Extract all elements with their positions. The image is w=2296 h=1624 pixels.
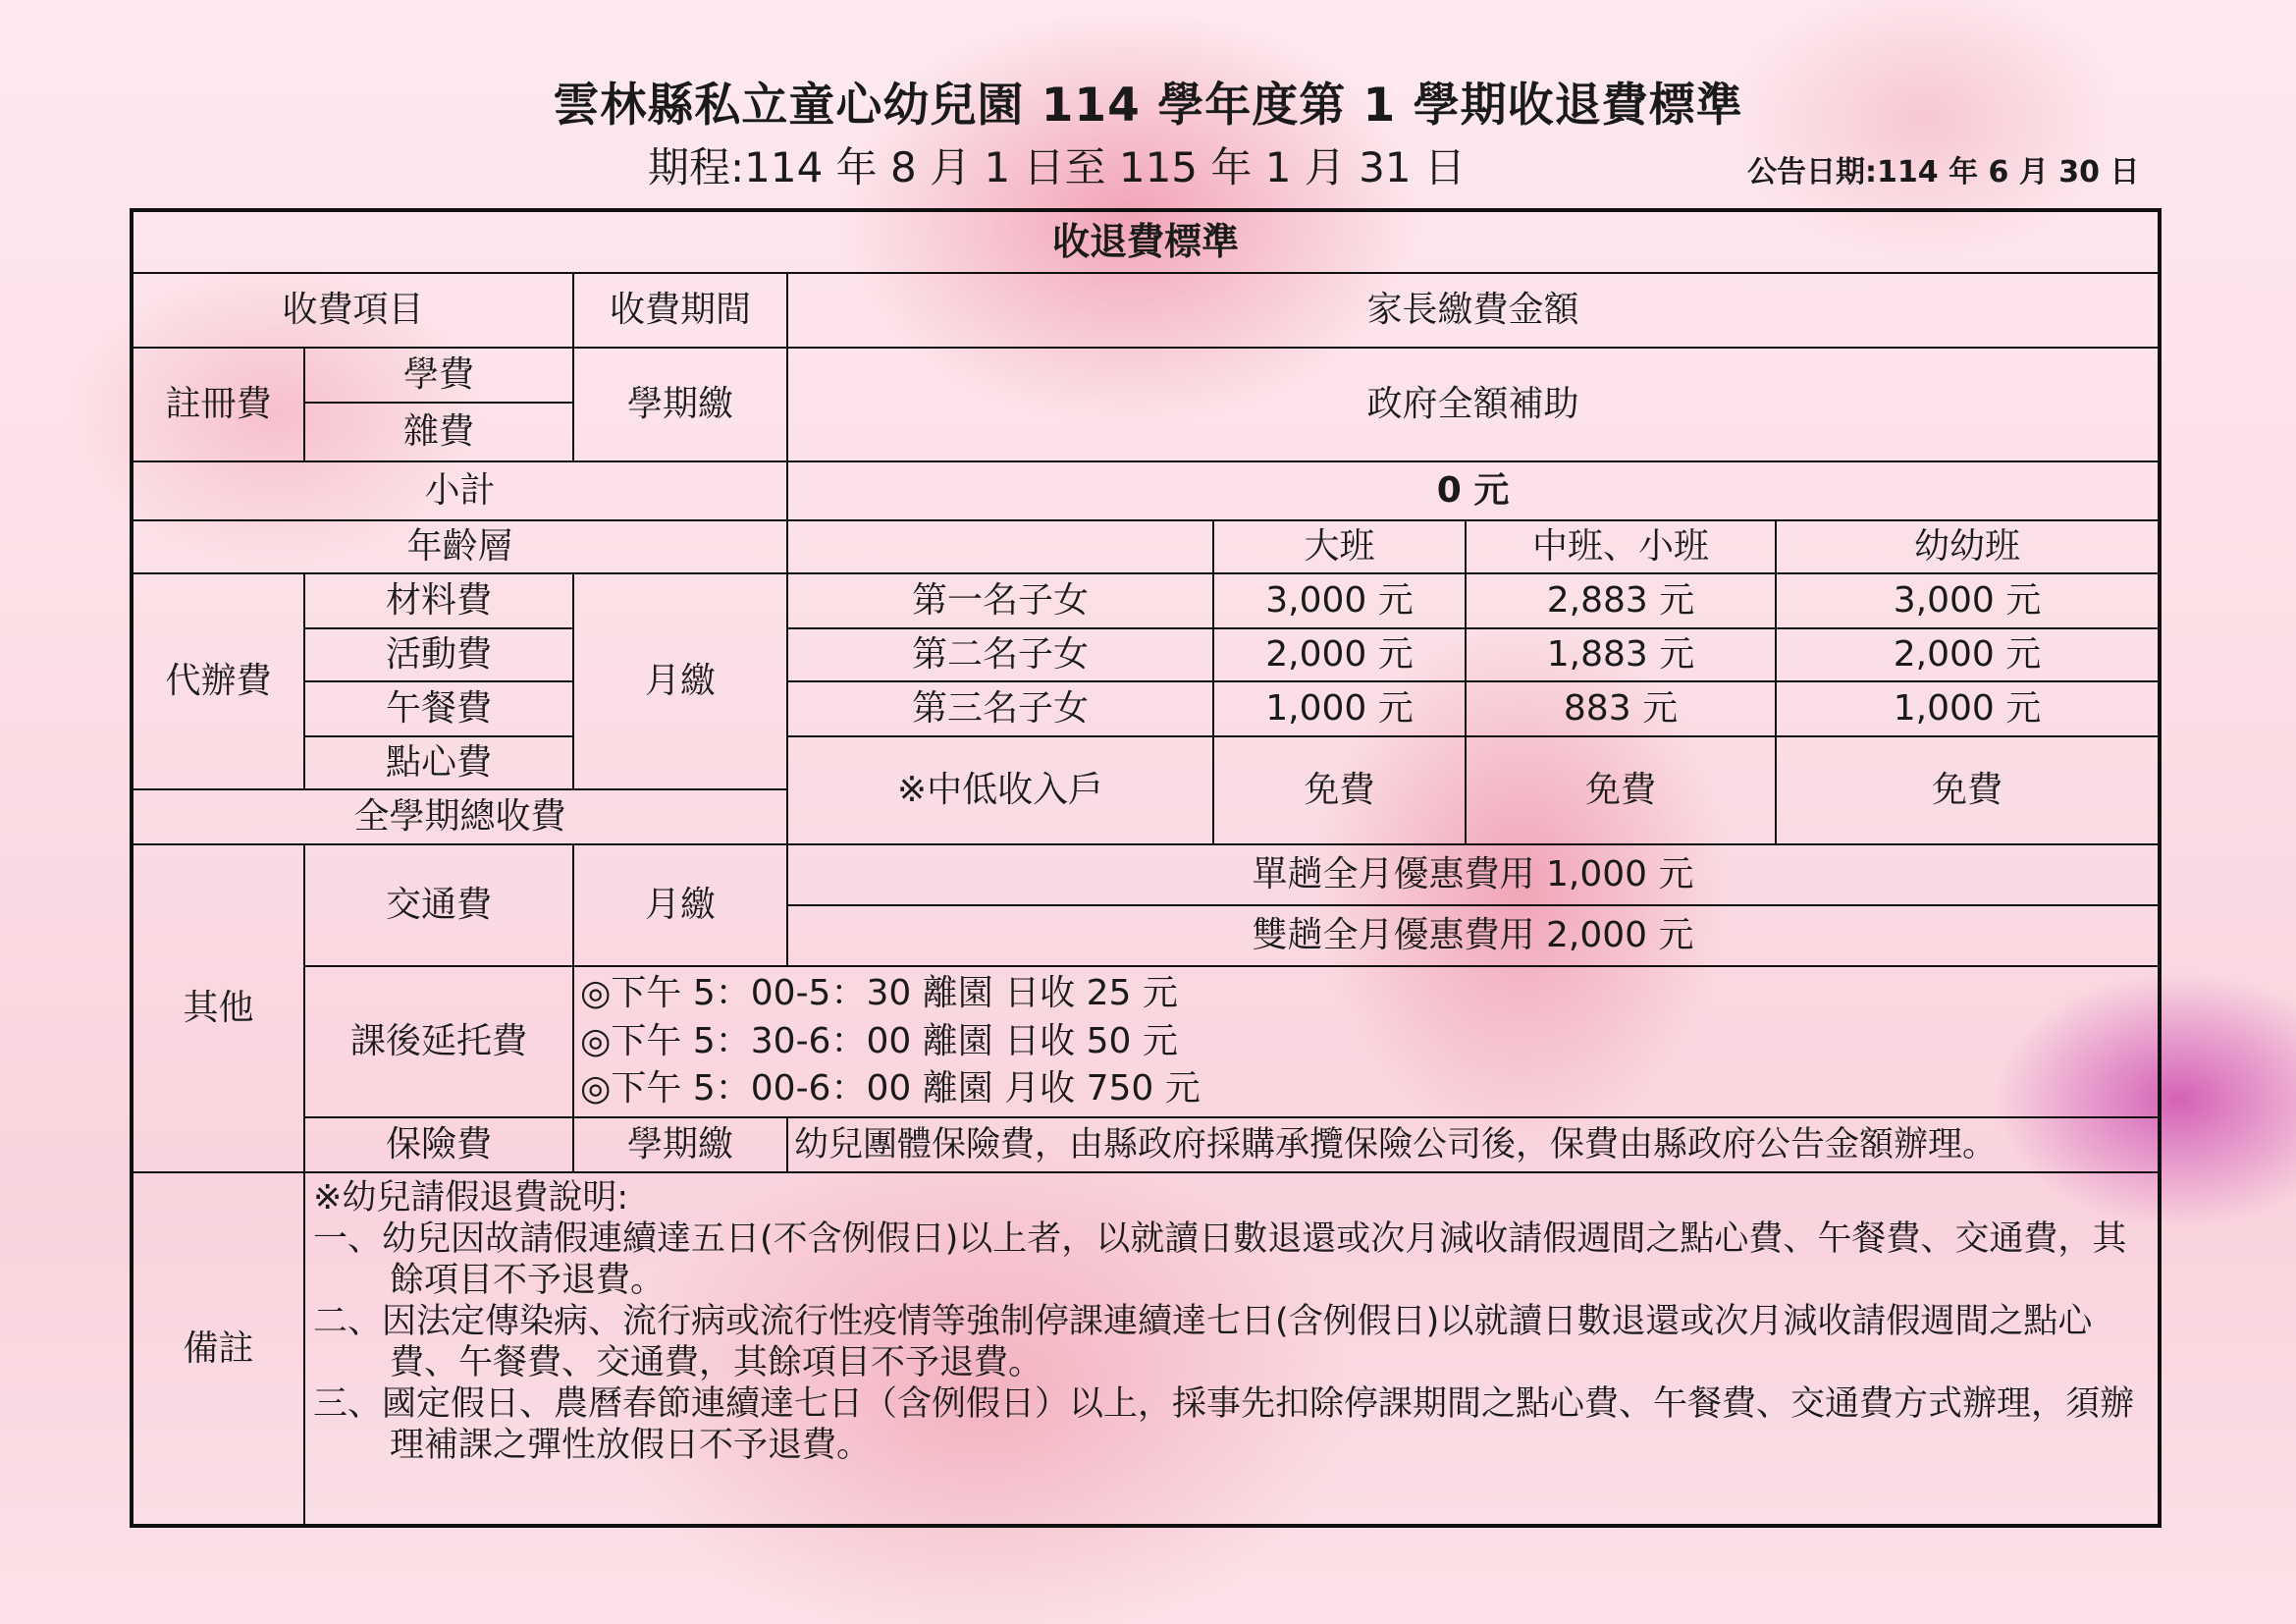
registration-label: 註冊費 bbox=[132, 348, 304, 461]
agency-item-snack: 點心費 bbox=[304, 736, 573, 789]
header-item: 收費項目 bbox=[132, 273, 573, 348]
subtotal-value: 0 元 bbox=[787, 461, 2160, 520]
transport-period: 月繳 bbox=[573, 844, 787, 966]
child-2-big: 2,000 元 bbox=[1213, 628, 1466, 681]
child-2-label: 第二名子女 bbox=[787, 628, 1213, 681]
notes-content bbox=[304, 1172, 2160, 1526]
header-period: 收費期間 bbox=[573, 273, 787, 348]
age-big: 大班 bbox=[1213, 520, 1466, 573]
notes-label: 備註 bbox=[132, 1172, 304, 1526]
notes-item-1: 一、幼兒因故請假連續達五日(不含例假日)以上者，以就讀日數退還或次月減收請假週間之點心費、午餐費、交通費，其餘項目不予退費。 bbox=[313, 1219, 2127, 1300]
registration-amount: 政府全額補助 bbox=[787, 348, 2160, 461]
registration-period: 學期繳 bbox=[573, 348, 787, 461]
child-3-mid: 883 元 bbox=[1466, 681, 1776, 736]
agency-period: 月繳 bbox=[573, 573, 787, 789]
aftercare-line-3: ◎下午 5：00-6：00 離園 月收 750 元 bbox=[580, 1068, 1201, 1110]
period-text: 期程:114 年 8 月 1 日至 115 年 1 月 31 日 bbox=[648, 143, 1466, 191]
insurance-text: 幼兒團體保險費，由縣政府採購承攬保險公司後，保費由縣政府公告金額辦理。 bbox=[787, 1117, 2160, 1172]
agency-label: 代辦費 bbox=[132, 573, 304, 789]
notes-item-3: 三、國定假日、農曆春節連續達七日（含例假日）以上，採事先扣除停課期間之點心費、午餐費、交通費方式辦理，須辦理補課之彈性放假日不予退費。 bbox=[313, 1384, 2135, 1465]
page-title: 雲林縣私立童心幼兒園 114 學年度第 1 學期收退費標準 bbox=[553, 79, 1743, 133]
age-mid-small: 中班、小班 bbox=[1466, 520, 1776, 573]
age-toddler: 幼幼班 bbox=[1776, 520, 2160, 573]
aftercare-label: 課後延托費 bbox=[304, 966, 573, 1117]
misc-label: 雜費 bbox=[304, 403, 573, 461]
child-3-big: 1,000 元 bbox=[1213, 681, 1466, 736]
header-amount: 家長繳費金額 bbox=[787, 273, 2160, 348]
transport-label: 交通費 bbox=[304, 844, 573, 966]
child-1-toddler: 3,000 元 bbox=[1776, 573, 2160, 628]
aftercare-line-2: ◎下午 5：30-6：00 離園 日收 50 元 bbox=[580, 1020, 1178, 1061]
age-label: 年齡層 bbox=[132, 520, 787, 573]
child-3-label: 第三名子女 bbox=[787, 681, 1213, 736]
lowincome-big: 免費 bbox=[1213, 736, 1466, 844]
child-1-label: 第一名子女 bbox=[787, 573, 1213, 628]
transport-single: 單趟全月優惠費用 1,000 元 bbox=[787, 844, 2160, 905]
semester-total-label: 全學期總收費 bbox=[132, 789, 787, 844]
child-2-mid: 1,883 元 bbox=[1466, 628, 1776, 681]
child-3-toddler: 1,000 元 bbox=[1776, 681, 2160, 736]
table-caption: 收退費標準 bbox=[132, 210, 2160, 273]
lowincome-toddler: 免費 bbox=[1776, 736, 2160, 844]
lowincome-mid: 免費 bbox=[1466, 736, 1776, 844]
announce-date: 公告日期:114 年 6 月 30 日 bbox=[1747, 155, 2140, 189]
notes-heading: ※幼兒請假退費說明: bbox=[313, 1178, 629, 1218]
agency-item-activity: 活動費 bbox=[304, 628, 573, 681]
lowincome-label: ※中低收入戶 bbox=[787, 736, 1213, 844]
age-blank bbox=[787, 520, 1213, 573]
fee-table bbox=[130, 208, 2162, 1528]
notes-item-2: 二、因法定傳染病、流行病或流行性疫情等強制停課連續達七日(含例假日)以就讀日數退還或次月減收請假週間之點心費、午餐費、交通費，其餘項目不予退費。 bbox=[313, 1302, 2093, 1382]
subtotal-label: 小計 bbox=[132, 461, 787, 520]
tuition-label: 學費 bbox=[304, 348, 573, 403]
child-1-big: 3,000 元 bbox=[1213, 573, 1466, 628]
agency-item-lunch: 午餐費 bbox=[304, 681, 573, 736]
insurance-label: 保險費 bbox=[304, 1117, 573, 1172]
other-label: 其他 bbox=[132, 844, 304, 1172]
agency-item-material: 材料費 bbox=[304, 573, 573, 628]
child-1-mid: 2,883 元 bbox=[1466, 573, 1776, 628]
aftercare-line-1: ◎下午 5：00-5：30 離園 日收 25 元 bbox=[580, 973, 1178, 1014]
insurance-period: 學期繳 bbox=[573, 1117, 787, 1172]
aftercare-detail bbox=[573, 966, 2160, 1117]
transport-double: 雙趟全月優惠費用 2,000 元 bbox=[787, 905, 2160, 966]
child-2-toddler: 2,000 元 bbox=[1776, 628, 2160, 681]
